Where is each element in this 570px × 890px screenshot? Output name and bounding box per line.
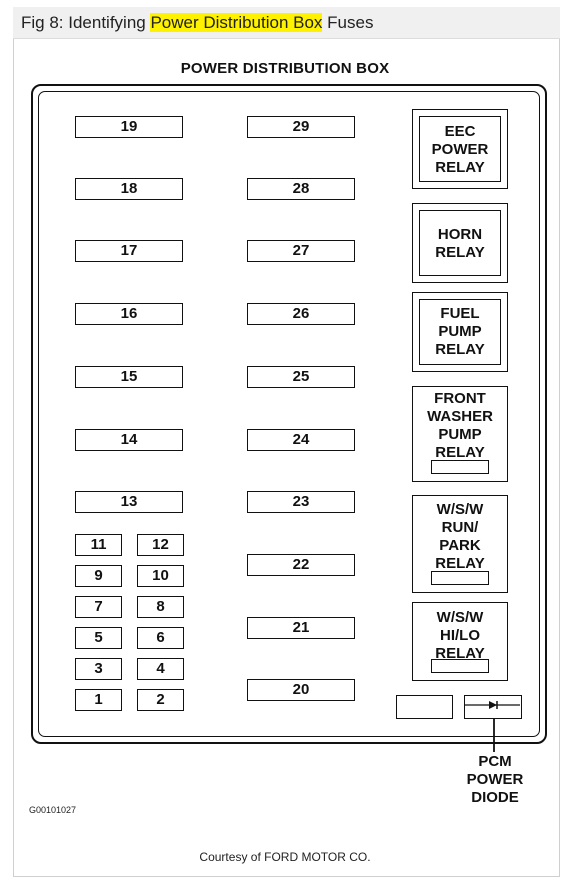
fuse-19: 19: [75, 116, 183, 138]
fuse-16: 16: [75, 303, 183, 325]
fuse-24: 24: [247, 429, 355, 451]
relay-label: W/S/W RUN/ PARK RELAY: [435, 501, 485, 572]
diode-icon: [465, 696, 520, 717]
fuse-8: 8: [137, 596, 184, 618]
fuse-18: 18: [75, 178, 183, 200]
relay-label: FRONT WASHER PUMP RELAY: [427, 390, 493, 461]
wsw-hi-lo-relay: [412, 602, 508, 681]
fuse-5: 5: [75, 627, 122, 649]
fuse-13: 13: [75, 491, 183, 513]
horn-relay: [412, 203, 508, 283]
fuse-2: 2: [137, 689, 184, 711]
fuse-21: 21: [247, 617, 355, 639]
fuse-4: 4: [137, 658, 184, 680]
relay-terminal-slot: [431, 571, 489, 585]
fuse-28: 28: [247, 178, 355, 200]
credit-line: Courtesy of FORD MOTOR CO.: [199, 850, 371, 864]
fuse-22: 22: [247, 554, 355, 576]
fuse-23: 23: [247, 491, 355, 513]
figure-code: G00101027: [29, 805, 77, 815]
caption-suffix: Fuses: [322, 13, 374, 32]
figure-caption: [13, 7, 560, 39]
fuse-20: 20: [247, 679, 355, 701]
pcm-power-diode-label: PCM POWER DIODE: [466, 753, 524, 806]
fuse-29: 29: [247, 116, 355, 138]
caption-highlight: Power Distribution Box: [150, 13, 323, 32]
fuse-3: 3: [75, 658, 122, 680]
diagram-title: POWER DISTRIBUTION BOX: [180, 60, 390, 77]
fuse-15: 15: [75, 366, 183, 388]
relay-label: EEC POWER RELAY: [431, 123, 489, 176]
fuse-10: 10: [137, 565, 184, 587]
relay-terminal-slot: [431, 659, 489, 673]
front-washer-pump-relay: [412, 386, 508, 482]
relay-label: W/S/W HI/LO RELAY: [435, 609, 485, 662]
fuse-6: 6: [137, 627, 184, 649]
fuel-pump-relay: [412, 292, 508, 372]
fuse-14: 14: [75, 429, 183, 451]
fuse-12: 12: [137, 534, 184, 556]
relay-terminal-slot: [431, 460, 489, 474]
fuse-9: 9: [75, 565, 122, 587]
relay-label: HORN RELAY: [435, 226, 485, 261]
fuse-11: 11: [75, 534, 122, 556]
unlabeled-slot: [396, 695, 453, 719]
fuse-7: 7: [75, 596, 122, 618]
wsw-run-park-relay: [412, 495, 508, 593]
caption-prefix: Fig 8: Identifying: [21, 13, 151, 32]
relay-label: FUEL PUMP RELAY: [435, 305, 485, 358]
fuse-25: 25: [247, 366, 355, 388]
fuse-26: 26: [247, 303, 355, 325]
pcm-power-diode: [464, 695, 522, 719]
fuse-27: 27: [247, 240, 355, 262]
fuse-17: 17: [75, 240, 183, 262]
fuse-1: 1: [75, 689, 122, 711]
eec-power-relay: [412, 109, 508, 189]
